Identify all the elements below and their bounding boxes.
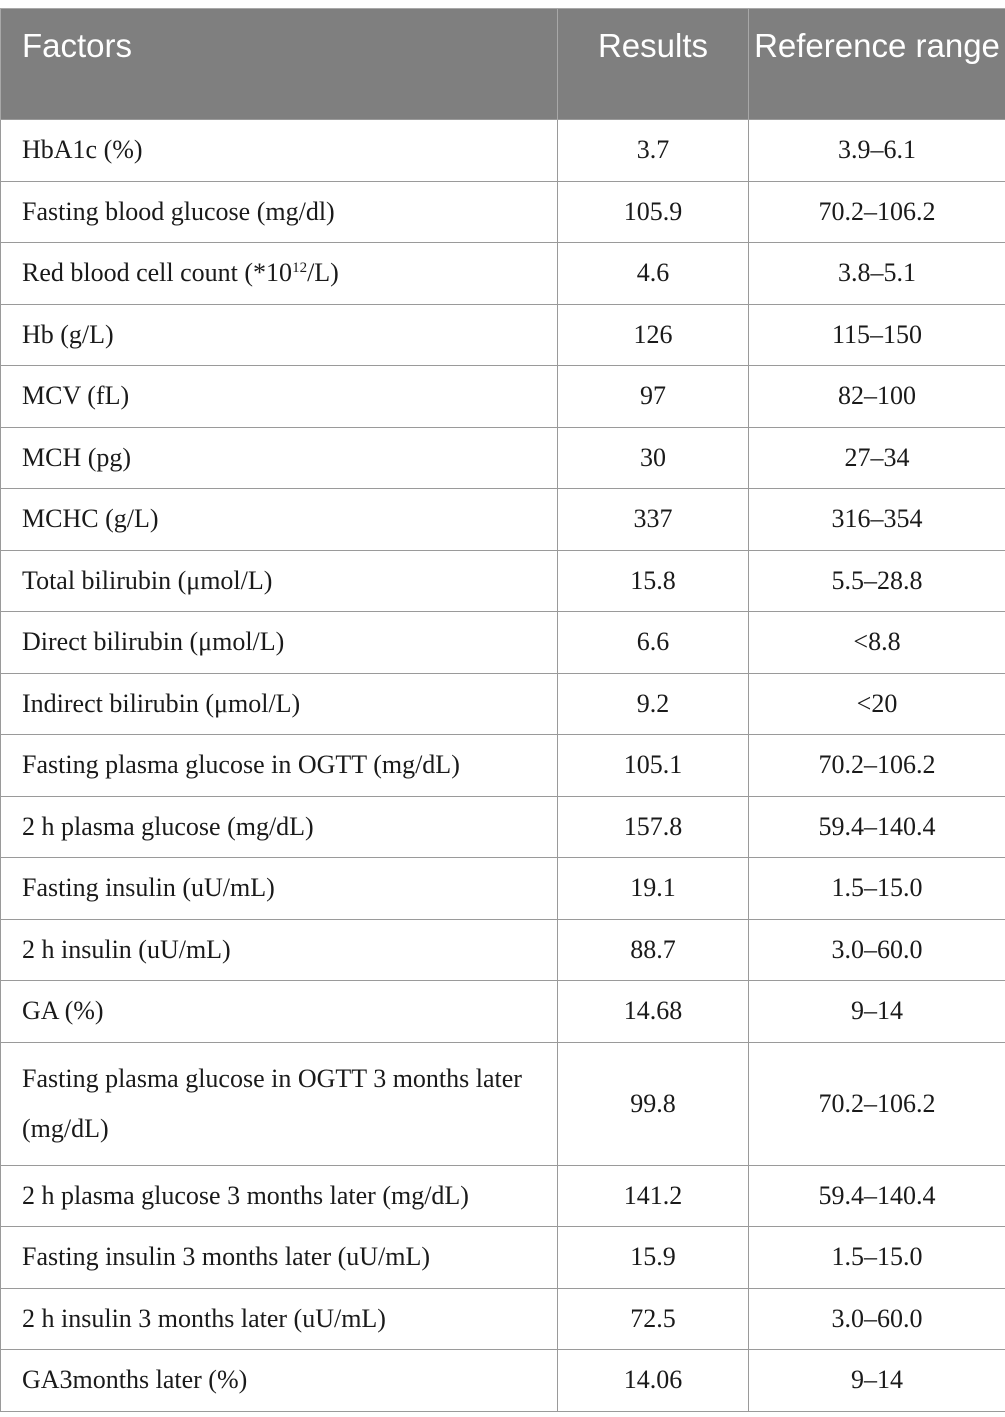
table-row — [1, 304, 1005, 366]
result-cell: 6.6 — [558, 612, 749, 674]
factor-cell: Fasting insulin (uU/mL) — [1, 858, 558, 920]
table-row — [1, 120, 1005, 182]
table-row — [1, 1288, 1005, 1350]
header-factors: Factors — [1, 9, 558, 120]
table-row — [1, 919, 1005, 981]
factor-cell: Total bilirubin (μmol/L) — [1, 550, 558, 612]
table-row — [1, 1042, 1005, 1165]
reference-cell: 3.0–60.0 — [749, 1288, 1005, 1350]
reference-cell: 3.0–60.0 — [749, 919, 1005, 981]
factor-cell: MCHC (g/L) — [1, 489, 558, 551]
factor-cell: Hb (g/L) — [1, 304, 558, 366]
header-results: Results — [558, 9, 749, 120]
result-cell: 30 — [558, 427, 749, 489]
result-cell: 157.8 — [558, 796, 749, 858]
reference-cell: 316–354 — [749, 489, 1005, 551]
reference-cell: <8.8 — [749, 612, 1005, 674]
table-row — [1, 489, 1005, 551]
reference-cell: 59.4–140.4 — [749, 1165, 1005, 1227]
reference-cell: 70.2–106.2 — [749, 1042, 1005, 1165]
reference-cell: 115–150 — [749, 304, 1005, 366]
factor-text-suffix: /L) — [307, 258, 339, 288]
factor-cell: 2 h insulin (uU/mL) — [1, 919, 558, 981]
header-row — [1, 9, 1005, 120]
result-cell: 14.68 — [558, 981, 749, 1043]
result-cell: 3.7 — [558, 120, 749, 182]
table-row — [1, 427, 1005, 489]
reference-cell: 82–100 — [749, 366, 1005, 428]
table-row — [1, 1227, 1005, 1289]
factor-cell: GA (%) — [1, 981, 558, 1043]
factor-text: Red blood cell count (*10 — [22, 258, 293, 288]
result-cell: 4.6 — [558, 243, 749, 305]
lab-results-table — [0, 8, 1005, 1412]
factor-cell: Indirect bilirubin (μmol/L) — [1, 673, 558, 735]
header-reference-range: Reference range — [749, 9, 1005, 120]
table-row — [1, 550, 1005, 612]
table-row — [1, 612, 1005, 674]
factor-cell: Fasting insulin 3 months later (uU/mL) — [1, 1227, 558, 1289]
table-row — [1, 1165, 1005, 1227]
result-cell: 88.7 — [558, 919, 749, 981]
factor-cell: Fasting blood glucose (mg/dl) — [1, 181, 558, 243]
reference-cell: 9–14 — [749, 981, 1005, 1043]
result-cell: 19.1 — [558, 858, 749, 920]
factor-cell: 2 h plasma glucose 3 months later (mg/dL) — [1, 1165, 558, 1227]
table-body — [1, 120, 1005, 1412]
table-row — [1, 366, 1005, 428]
reference-cell: 27–34 — [749, 427, 1005, 489]
reference-cell: 70.2–106.2 — [749, 735, 1005, 797]
result-cell: 99.8 — [558, 1042, 749, 1165]
table-header — [1, 9, 1005, 120]
superscript-exponent: 12 — [292, 260, 308, 277]
reference-cell: 9–14 — [749, 1350, 1005, 1412]
factor-cell: Fasting plasma glucose in OGTT (mg/dL) — [1, 735, 558, 797]
result-cell: 9.2 — [558, 673, 749, 735]
factor-cell — [1, 243, 558, 305]
factor-cell: Fasting plasma glucose in OGTT 3 months later (mg/dL) — [1, 1042, 558, 1165]
reference-cell: 3.9–6.1 — [749, 120, 1005, 182]
result-cell: 105.1 — [558, 735, 749, 797]
result-cell: 15.9 — [558, 1227, 749, 1289]
reference-cell: 1.5–15.0 — [749, 1227, 1005, 1289]
factor-cell: 2 h insulin 3 months later (uU/mL) — [1, 1288, 558, 1350]
reference-cell: 5.5–28.8 — [749, 550, 1005, 612]
factor-cell: Direct bilirubin (μmol/L) — [1, 612, 558, 674]
reference-cell: 3.8–5.1 — [749, 243, 1005, 305]
result-cell: 97 — [558, 366, 749, 428]
result-cell: 72.5 — [558, 1288, 749, 1350]
result-cell: 337 — [558, 489, 749, 551]
table-row — [1, 981, 1005, 1043]
table-row — [1, 1350, 1005, 1412]
reference-cell: 70.2–106.2 — [749, 181, 1005, 243]
result-cell: 141.2 — [558, 1165, 749, 1227]
result-cell: 15.8 — [558, 550, 749, 612]
factor-cell: MCH (pg) — [1, 427, 558, 489]
factor-cell: GA3months later (%) — [1, 1350, 558, 1412]
factor-cell: HbA1c (%) — [1, 120, 558, 182]
table-row — [1, 858, 1005, 920]
table-row — [1, 181, 1005, 243]
result-cell: 14.06 — [558, 1350, 749, 1412]
reference-cell: 59.4–140.4 — [749, 796, 1005, 858]
table-row — [1, 735, 1005, 797]
reference-cell: 1.5–15.0 — [749, 858, 1005, 920]
factor-cell: MCV (fL) — [1, 366, 558, 428]
result-cell: 105.9 — [558, 181, 749, 243]
factor-cell: 2 h plasma glucose (mg/dL) — [1, 796, 558, 858]
result-cell: 126 — [558, 304, 749, 366]
reference-cell: <20 — [749, 673, 1005, 735]
table-row — [1, 673, 1005, 735]
table-row — [1, 243, 1005, 305]
table-row — [1, 796, 1005, 858]
